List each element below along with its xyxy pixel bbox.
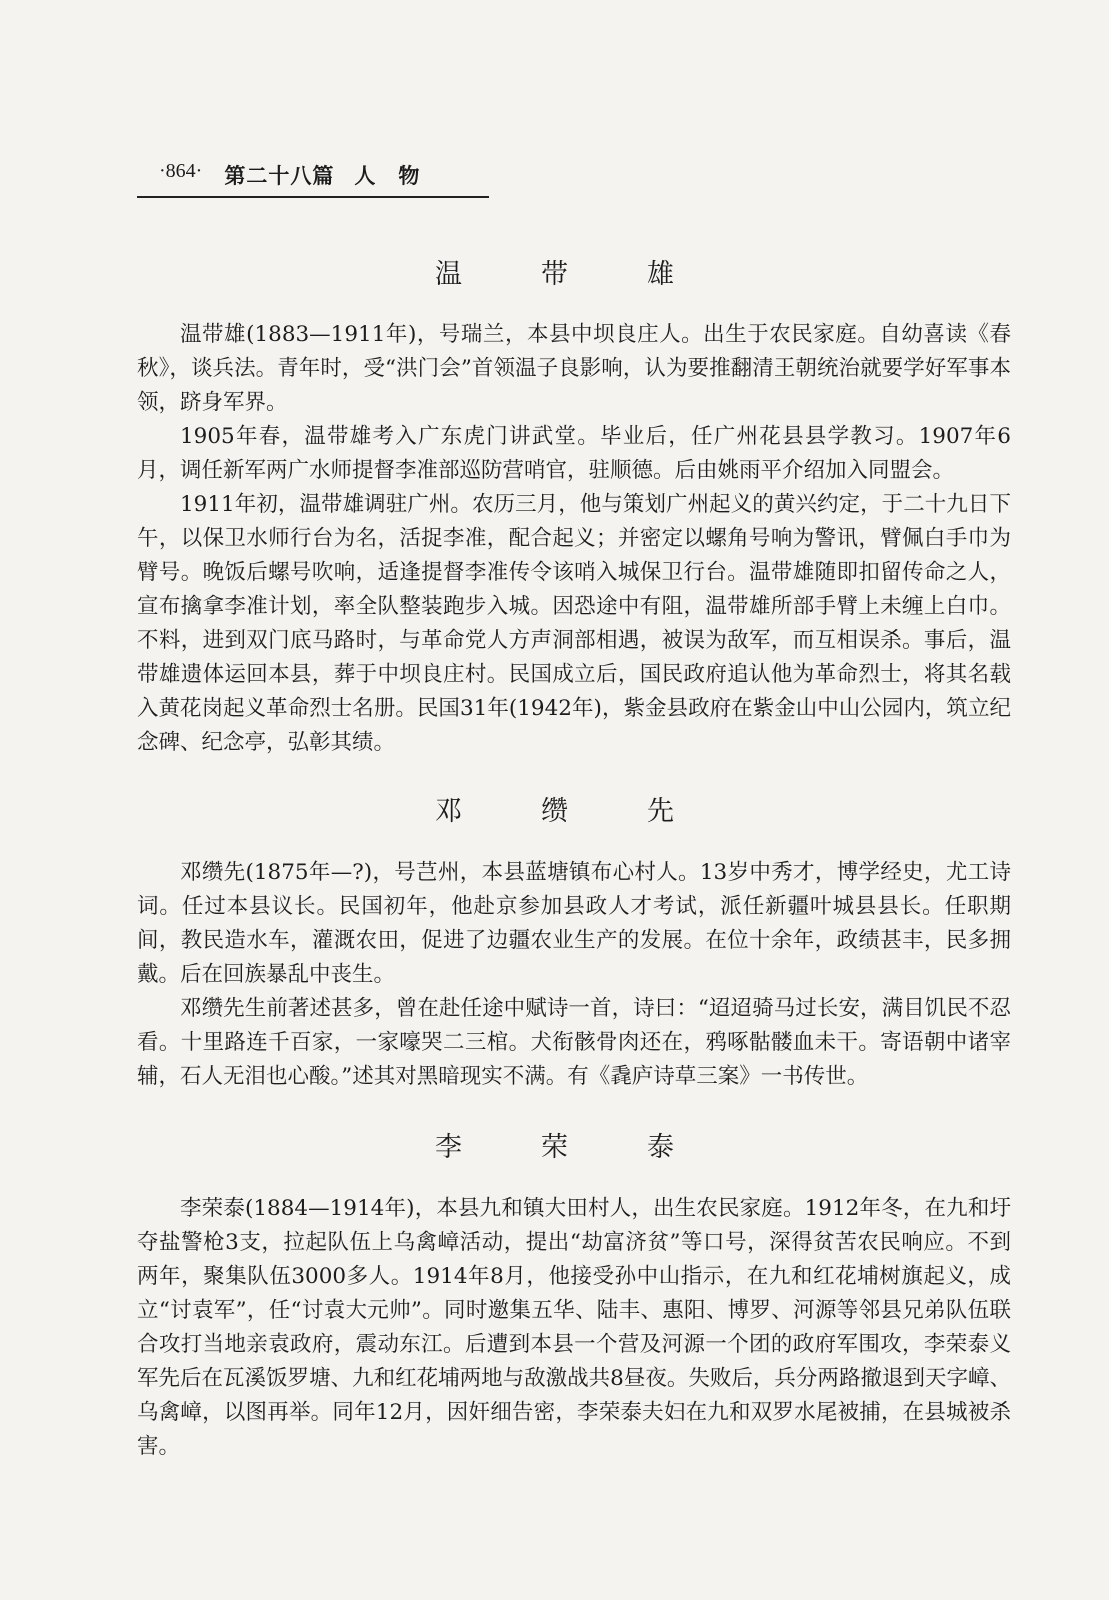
page-number: ·864· xyxy=(159,160,203,182)
bio-title-li-rongtai: 李 荣 泰 xyxy=(435,1132,700,1163)
page-header xyxy=(137,160,489,198)
section-title-number: 第二十八篇 xyxy=(224,163,335,188)
section-title xyxy=(224,160,420,190)
bio-title-wen-daixiong: 温 带 雄 xyxy=(435,259,700,290)
bio-paragraph: 邓缵先生前著述甚多，曾在赴任途中赋诗一首，诗曰：“迢迢骑马过长安，满目饥民不忍看。十里路连千百家，一家嚎哭二三棺。犬衔骸骨肉还在，鸦啄骷髅血未干。寄语朝中诸宰辅，石人无泪也心酸。”述其对黑暗现实不满。有《毳庐诗草三案》一书传世。 xyxy=(137,996,1011,1089)
bio-paragraph: 李荣泰(1884—1914年)，本县九和镇大田村人，出生农民家庭。1912年冬，在九和圩夺盐警枪3支，拉起队伍上乌禽嶂活动，提出“劫富济贫”等口号，深得贫苦农民响应。不到两年，聚集队伍3000多人。1914年8月，他接受孙中山指示，在九和红花埔树旗起义，成立“讨袁军”，任“讨袁大元帅”。同时邀集五华、陆丰、惠阳、博罗、河源等邻县兄弟队伍联合攻打当地亲袁政府，震动东江。后遭到本县一个营及河源一个团的政府军围攻，李荣泰义军先后在瓦溪饭罗塘、九和红花埔两地与敌激战共8昼夜。失败后，兵分两路撤退到天字嶂、乌禽嶂，以图再举。同年12月，因奸细告密，李荣泰夫妇在九和双罗水尾被捕，在县城被杀害。 xyxy=(137,1196,1011,1459)
bio-paragraph: 邓缵先(1875年—?)，号芑州，本县蓝塘镇布心村人。13岁中秀才，博学经史，尤工诗词。任过本县议长。民国初年，他赴京参加县政人才考试，派任新疆叶城县县长。任职期间，教民造水车，灌溉农田，促进了边疆农业生产的发展。在位十余年，政绩甚丰，民多拥戴。后在回族暴乱中丧生。 xyxy=(137,860,1011,987)
bio-title-deng-zuanxian: 邓 缵 先 xyxy=(435,796,700,827)
bio-paragraph: 温带雄(1883—1911年)，号瑞兰，本县中坝良庄人。出生于农民家庭。自幼喜读《春秋》，谈兵法。青年时，受“洪门会”首领温子良影响，认为要推翻清王朝统治就要学好军事本领，跻身军界。 xyxy=(137,322,1011,415)
bio-paragraph: 1905年春，温带雄考入广东虎门讲武堂。毕业后，任广州花县县学教习。1907年6月，调任新军两广水师提督李准部巡防营哨官，驻顺德。后由姚雨平介绍加入同盟会。 xyxy=(137,424,1011,483)
section-title-name: 人 物 xyxy=(354,163,421,188)
bio-paragraph: 1911年初，温带雄调驻广州。农历三月，他与策划广州起义的黄兴约定，于二十九日下午，以保卫水师行台为名，活捉李准，配合起义；并密定以螺角号响为警讯，臂佩白手巾为臂号。晚饭后螺号吹响，适逢提督李准传令该哨入城保卫行台。温带雄随即扣留传命之人，宣布擒拿李准计划，率全队整装跑步入城。因恐途中有阻，温带雄所部手臂上未缠上白巾。不料，进到双门底马路时，与革命党人方声洞部相遇，被误为敌军，而互相误杀。事后，温带雄遗体运回本县，葬于中坝良庄村。民国成立后，国民政府追认他为革命烈士，将其名载入黄花岗起义革命烈士名册。民国31年(1942年)，紫金县政府在紫金山中山公园内，筑立纪念碑、纪念亭，弘彰其绩。 xyxy=(137,492,1011,755)
